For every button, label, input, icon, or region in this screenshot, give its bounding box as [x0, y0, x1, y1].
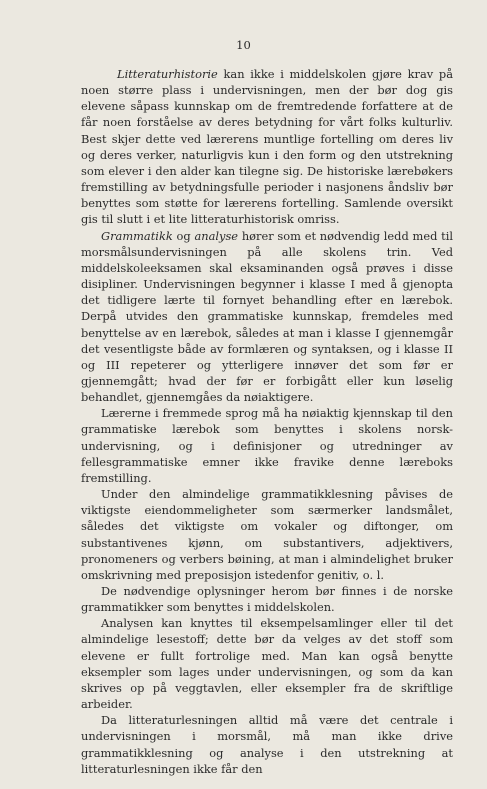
paragraph-grammar — [81, 228, 453, 406]
paragraph-literature-history — [81, 66, 453, 228]
body-text — [81, 66, 453, 777]
term-analysis: analyse — [194, 228, 239, 243]
term-literature-history: Litteraturhistorie — [117, 67, 218, 81]
term-grammar: Grammatikk — [101, 228, 173, 243]
paragraph-text: kan ikke i middelskolen gjøre krav på noen større plass i undervisningen, men der bør dog gis elevene såpass kunnskap om de fremtredende forfattere at de får noen forståelse av deres betydning for vårt folks kulturliv. Best skjer dette ved lærerens muntlige fortelling om deres liv og deres verker, naturligvis kun i den form og den utstrekning som elever i den alder kan tilegne sig. De historiske lærebøkers fremstilling av betydningsfulle perioder i nasjonens åndsliv bør benyttes som støtte for lærerens fortelling. Samlende oversikt gis til slutt i et lite litteraturhistorisk omriss. — [81, 67, 453, 227]
page-number: 10 — [236, 38, 251, 52]
paragraph-foreign-language-teachers: Lærerne i fremmede sprog må ha nøiaktig kjennskap til den grammatiske lærebok som benyttes i skolens norsk-undervisning, og i definisjoner og utredninger av fellesgrammatiske emner ikke fravike denne læreboks fremstilling. — [81, 406, 453, 485]
paragraph-landsmaal: Under den almindelige grammatikklesning påvises de viktigste eiendommeligheter som særmerker landsmålet, således det viktigste om vokaler og diftonger, om substantivenes kjønn, om substantivers, adjektivers, pronomeners og verbers bøining, at man i almindelighet bruker omskrivning med preposisjon istedenfor genitiv, o. l. — [81, 487, 453, 582]
paragraph-connector: og — [172, 228, 195, 243]
paragraph-text: hører som et nødvendig ledd med til morsmålsundervisningen på alle skolens trin. Ved middelskoleeksamen skal eksaminanden også prøves i disse disipliner. Undervisningen begynner i klasse I med å gjenopta det tidligere lærte til fornyet behandling efter en lærebok. Derpå utvides den grammatiske kunnskap, fremdeles med benyttelse av en lærebok, således at man i klasse I gjennemgår det vesentligste både av formlæren og syntaksen, og i klasse II og III repeterer og ytterligere innøver det som før er gjennemgått; hvad der før er forbigått eller kun løselig behandlet, gjennemgåes da nøiaktigere. — [81, 228, 453, 405]
paragraph-analysis-examples: Analysen kan knyttes til eksempelsamlinger eller til det almindelige lesestoff; dette bør da velges av det stoff som elevene er fullt fortrolige med. Man kan også benytte eksempler som lages under undervisningen, og som da kan skrives op på veggtavlen, eller eksempler fra de skriftlige arbeider. — [81, 616, 453, 712]
paragraph-literature-central: Da litteraturlesningen alltid må være det centrale i undervisningen i morsmål, må man ikke drive grammatikklesning og analyse i den utstrekning at litteraturlesningen ikke får den — [81, 713, 453, 776]
paragraph-grammar-books: De nødvendige oplysninger herom bør finnes i de norske grammatikker som benyttes i middelskolen. — [81, 584, 453, 615]
